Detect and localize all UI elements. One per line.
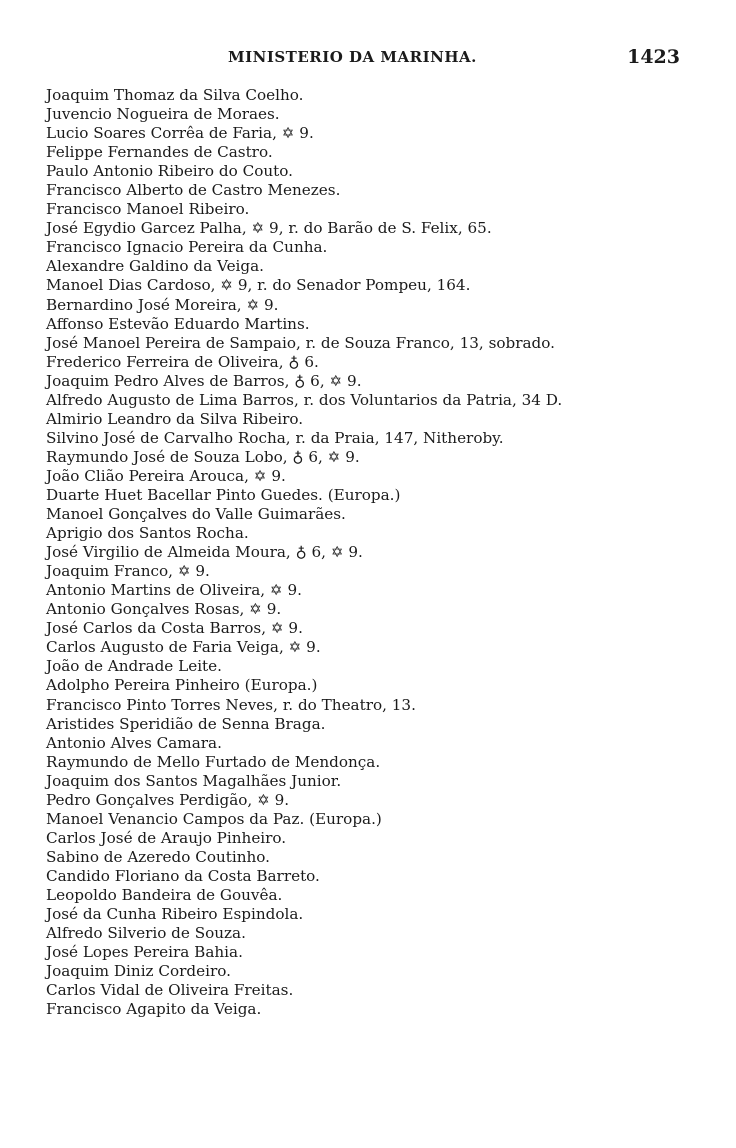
list-item: Manoel Dias Cardoso, ✡ 9, r. do Senador Pompeu, 164. — [46, 276, 471, 295]
list-item: Antonio Alves Camara. — [46, 733, 222, 752]
list-item: Silvino José de Carvalho Rocha, r. da Praia, 147, Nitheroby. — [46, 428, 504, 447]
list-item: Francisco Pinto Torres Neves, r. do Theatro, 13. — [46, 695, 416, 714]
list-item: Aprigio dos Santos Rocha. — [46, 524, 249, 543]
list-item: Aristides Speridião de Senna Braga. — [46, 714, 326, 733]
list-item: Joaquim Franco, ✡ 9. — [46, 562, 210, 581]
list-item: Antonio Martins de Oliveira, ✡ 9. — [46, 581, 302, 600]
list-item: João Clião Pereira Arouca, ✡ 9. — [46, 466, 286, 485]
list-item: Joaquim Thomaz da Silva Coelho. — [46, 86, 304, 104]
list-item: Manoel Venancio Campos da Paz. (Europa.) — [46, 809, 382, 828]
list-item: José Carlos da Costa Barros, ✡ 9. — [46, 619, 303, 638]
list-item: José Egydio Garcez Palha, ✡ 9, r. do Barão de S. Felix, 65. — [46, 219, 492, 238]
list-item: Alfredo Augusto de Lima Barros, r. dos Voluntarios da Patria, 34 D. — [46, 390, 563, 409]
list-item: Antonio Gonçalves Rosas, ✡ 9. — [46, 600, 282, 619]
list-item: Joaquim dos Santos Magalhães Junior. — [46, 771, 342, 790]
list-item: Carlos José de Araujo Pinheiro. — [46, 828, 287, 847]
list-item: João de Andrade Leite. — [46, 657, 222, 676]
list-item: Candido Floriano da Costa Barreto. — [46, 866, 320, 885]
list-item: Adolpho Pereira Pinheiro (Europa.) — [46, 676, 318, 695]
list-item: Alexandre Galdino da Veiga. — [46, 257, 265, 276]
list-item: José da Cunha Ribeiro Espindola. — [46, 905, 304, 924]
list-item: Francisco Alberto de Castro Menezes. — [46, 181, 341, 200]
list-item: Affonso Estevão Eduardo Martins. — [46, 314, 310, 333]
list-item: Sabino de Azeredo Coutinho. — [46, 847, 271, 866]
list-item: Manoel Gonçalves do Valle Guimarães. — [46, 505, 346, 524]
page-header — [0, 48, 736, 72]
list-item: Frederico Ferreira de Oliveira, ♁ 6. — [46, 352, 319, 371]
list-item: Francisco Ignacio Pereira da Cunha. — [46, 238, 328, 257]
list-item: Raymundo José de Souza Lobo, ♁ 6, ✡ 9. — [46, 447, 360, 466]
list-item: Leopoldo Bandeira de Gouvêa. — [46, 885, 283, 904]
list-item: Lucio Soares Corrêa de Faria, ✡ 9. — [46, 124, 314, 143]
running-title: MINISTERIO DA MARINHA. — [228, 48, 477, 66]
list-item: Carlos Augusto de Faria Veiga, ✡ 9. — [46, 638, 321, 657]
list-item: José Manoel Pereira de Sampaio, r. de Souza Franco, 13, sobrado. — [46, 333, 555, 352]
list-item: José Lopes Pereira Bahia. — [46, 943, 243, 962]
list-item: Joaquim Pedro Alves de Barros, ♁ 6, ✡ 9. — [46, 371, 362, 390]
list-item: Joaquim Diniz Cordeiro. — [46, 962, 231, 981]
name-list — [46, 86, 696, 1019]
list-item: Carlos Vidal de Oliveira Freitas. — [46, 981, 294, 1000]
list-item: Paulo Antonio Ribeiro do Couto. — [46, 162, 293, 181]
list-item: Bernardino José Moreira, ✡ 9. — [46, 295, 279, 314]
list-item: Raymundo de Mello Furtado de Mendonça. — [46, 752, 381, 771]
list-item: Juvencio Nogueira de Moraes. — [46, 105, 280, 124]
list-item: Francisco Agapito da Veiga. — [46, 1000, 262, 1019]
page-number: 1423 — [627, 46, 680, 68]
list-item: Felippe Fernandes de Castro. — [46, 143, 273, 162]
list-item: José Virgilio de Almeida Moura, ♁ 6, ✡ 9. — [46, 543, 363, 562]
list-item: Alfredo Silverio de Souza. — [46, 924, 246, 943]
list-item: Francisco Manoel Ribeiro. — [46, 200, 250, 219]
list-item: Pedro Gonçalves Perdigão, ✡ 9. — [46, 790, 290, 809]
list-item: Duarte Huet Bacellar Pinto Guedes. (Europa.) — [46, 485, 401, 504]
list-item: Almirio Leandro da Silva Ribeiro. — [46, 409, 304, 428]
